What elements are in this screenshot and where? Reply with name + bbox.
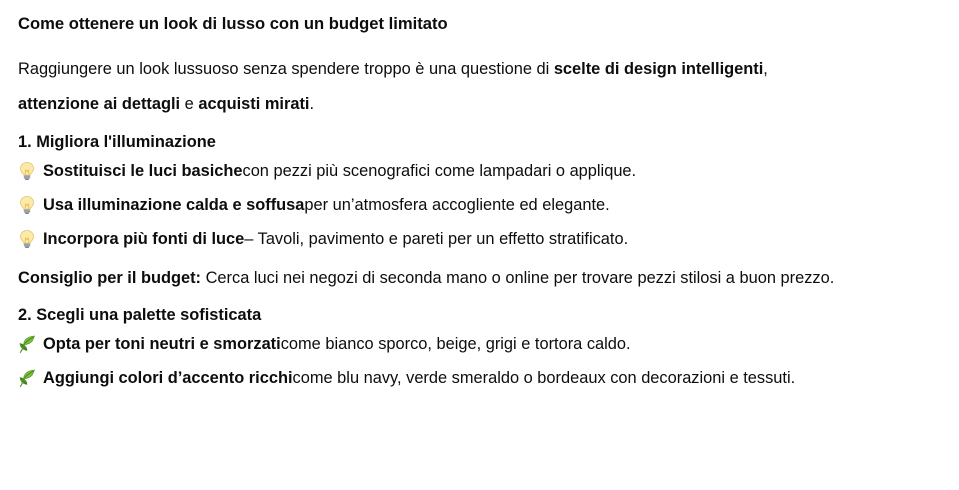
list-item-text: per un’atmosfera accogliente ed elegante. (304, 196, 610, 214)
intro-conjunction: e (180, 95, 199, 113)
list-item-text: con pezzi più scenografici come lampadari o applique. (242, 162, 637, 180)
list-item-text: – Tavoli, pavimento e pareti per un effetto stratificato. (244, 230, 629, 248)
budget-tip-paragraph (18, 262, 943, 295)
intro-paragraph (18, 52, 943, 122)
list-item-bold: Sostituisci le luci basiche (43, 162, 243, 180)
list-item-text: come blu navy, verde smeraldo o bordeaux con decorazioni e tessuti. (292, 369, 796, 387)
intro-bold-1: scelte di design intelligenti (553, 60, 764, 78)
list-item (18, 188, 959, 222)
list-item-bold: Opta per toni neutri e smorzati (43, 335, 281, 353)
intro-period: . (309, 95, 315, 113)
list-item (18, 222, 959, 256)
intro-text: Raggiungere un look lussuoso senza spendere troppo è una questione di (18, 60, 554, 78)
page-title: Come ottenere un look di lusso con un budget limitato (18, 14, 448, 33)
list-item (18, 327, 959, 361)
intro-bold-3: acquisti mirati (198, 95, 310, 113)
light-bulb-icon (18, 195, 36, 215)
budget-tip-label: Consiglio per il budget: (18, 269, 202, 287)
light-bulb-icon (18, 161, 36, 181)
list-item-bold: Aggiungi colori d’accento ricchi (43, 369, 293, 387)
intro-comma: , (763, 60, 768, 78)
herb-leaf-icon (18, 334, 36, 354)
section-heading-lighting: 1. Migliora l'illuminazione (18, 133, 216, 151)
intro-bold-2: attenzione ai dettagli (18, 95, 181, 113)
list-item (18, 154, 959, 188)
list-item-bold: Incorpora più fonti di luce (43, 230, 245, 248)
herb-leaf-icon (18, 368, 36, 388)
light-bulb-icon (18, 229, 36, 249)
list-item (18, 361, 959, 395)
budget-tip-text: Cerca luci nei negozi di seconda mano o online per trovare pezzi stilosi a buon prezzo. (201, 269, 835, 287)
list-item-bold: Usa illuminazione calda e soffusa (43, 196, 305, 214)
section-heading-palette: 2. Scegli una palette sofisticata (18, 306, 262, 324)
list-item-text: come bianco sporco, beige, grigi e tortora caldo. (280, 335, 631, 353)
